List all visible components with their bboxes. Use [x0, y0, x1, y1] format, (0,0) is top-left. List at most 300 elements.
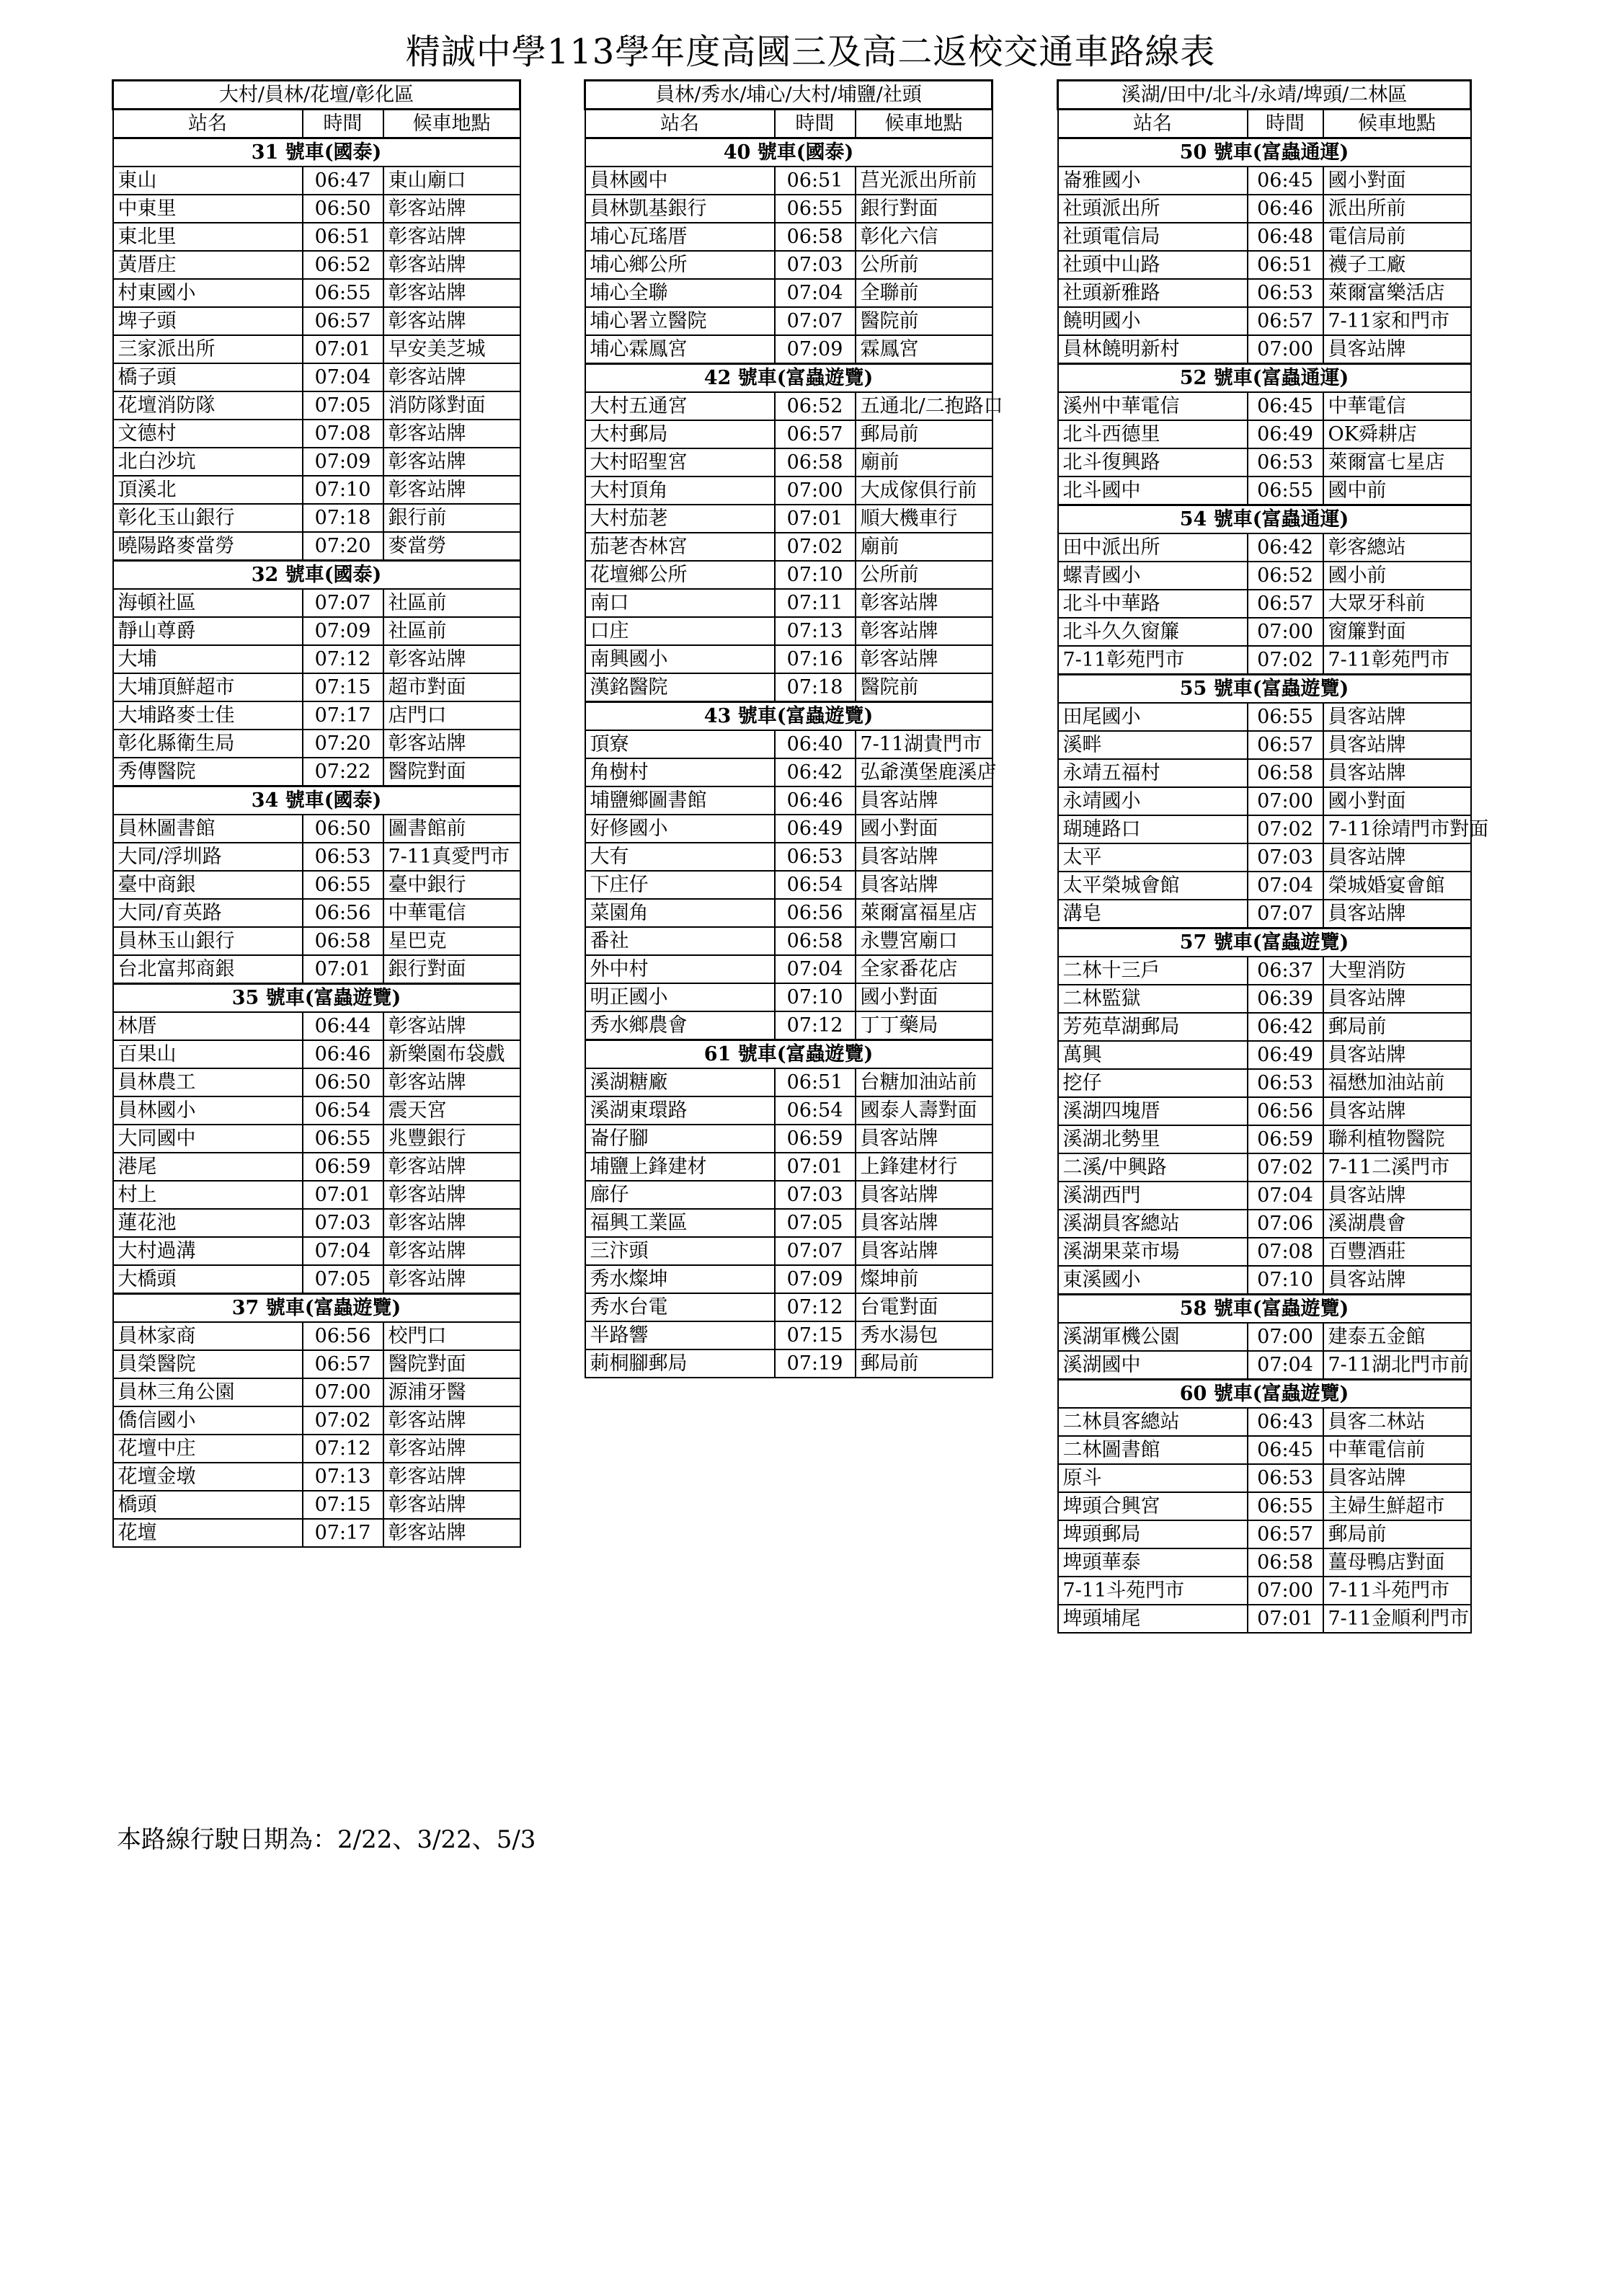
stop-time: 07:20	[303, 730, 383, 758]
bus-title: 61 號車(富蟲遊覽)	[585, 1040, 992, 1069]
bus-title: 40 號車(國泰)	[585, 138, 992, 167]
bus-header-row	[113, 138, 520, 167]
stop-name: 社頭中山路	[1058, 251, 1248, 279]
stop-name: 溪湖四塊厝	[1058, 1097, 1248, 1125]
stop-row	[1058, 1097, 1471, 1125]
stop-row	[1058, 562, 1471, 590]
stop-name: 北斗中華路	[1058, 590, 1248, 618]
stop-name: 挖仔	[1058, 1069, 1248, 1097]
stop-name: 大村五通宮	[585, 392, 775, 420]
pickup-place: 消防隊對面	[383, 391, 520, 420]
pickup-place: 7-11二溪門市	[1323, 1153, 1471, 1182]
stop-name: 三家派出所	[113, 335, 303, 363]
stop-name: 員林三角公園	[113, 1378, 303, 1406]
stop-row	[1058, 1577, 1471, 1605]
stop-name: 溪州中華電信	[1058, 392, 1248, 420]
stop-time: 06:57	[1248, 731, 1323, 759]
stop-time: 06:46	[775, 786, 856, 815]
stop-time: 07:01	[303, 335, 383, 363]
stop-time: 06:53	[1248, 1464, 1323, 1492]
pickup-place: 7-11斗苑門市	[1323, 1577, 1471, 1605]
stop-time: 07:03	[1248, 843, 1323, 872]
route-column-1	[112, 79, 521, 1548]
stop-row	[113, 1378, 520, 1406]
stop-row	[585, 1011, 992, 1040]
stop-name: 花壇	[113, 1519, 303, 1547]
stop-time: 07:03	[303, 1209, 383, 1237]
pickup-place: 彰客站牌	[383, 730, 520, 758]
stop-time: 07:00	[303, 1378, 383, 1406]
stop-time: 07:08	[303, 420, 383, 448]
header-pickup-place: 候車地點	[383, 110, 520, 138]
stop-row	[113, 617, 520, 645]
stop-row	[585, 223, 992, 251]
stop-time: 07:09	[303, 617, 383, 645]
stop-time: 06:53	[1248, 1069, 1323, 1097]
stop-row	[585, 927, 992, 955]
pickup-place: 彰客站牌	[383, 279, 520, 307]
stop-time: 07:07	[1248, 900, 1323, 928]
stop-time: 07:18	[303, 504, 383, 532]
pickup-place: 員客站牌	[1323, 759, 1471, 787]
stop-time: 07:17	[303, 701, 383, 730]
stop-time: 07:12	[303, 1435, 383, 1463]
stop-row	[1058, 448, 1471, 477]
page-title: 精誠中學113學年度高國三及高二返校交通車路線表	[405, 32, 1216, 72]
stop-name: 頂寮	[585, 730, 775, 758]
stop-time: 06:52	[1248, 562, 1323, 590]
stop-time: 06:50	[303, 815, 383, 843]
stop-row	[585, 1293, 992, 1321]
stop-name: 黃厝庄	[113, 251, 303, 279]
pickup-place: 銀行前	[383, 504, 520, 532]
pickup-place: 員客站牌	[1323, 900, 1471, 928]
pickup-place: 彰客站牌	[383, 1519, 520, 1547]
stop-time: 07:09	[775, 335, 856, 364]
pickup-place: 員客站牌	[856, 871, 992, 899]
bus-title: 57 號車(富蟲遊覽)	[1058, 928, 1471, 957]
stop-time: 07:12	[775, 1011, 856, 1040]
stop-name: 崙仔腳	[585, 1125, 775, 1153]
pickup-place: 弘爺漢堡鹿溪店	[856, 758, 992, 786]
pickup-place: 中華電信	[383, 899, 520, 927]
stop-row	[1058, 1041, 1471, 1069]
stop-time: 06:57	[303, 307, 383, 335]
pickup-place: 彰客站牌	[383, 251, 520, 279]
stop-time: 06:57	[1248, 590, 1323, 618]
pickup-place: 公所前	[856, 561, 992, 589]
stop-time: 07:17	[303, 1519, 383, 1547]
stop-time: 07:05	[303, 1265, 383, 1294]
stop-name: 大橋頭	[113, 1265, 303, 1294]
stop-time: 06:42	[775, 758, 856, 786]
stop-row	[1058, 872, 1471, 900]
stop-time: 07:00	[1248, 335, 1323, 364]
pickup-place: 7-11湖北門市前	[1323, 1351, 1471, 1380]
stop-row	[585, 335, 992, 364]
stop-row	[113, 673, 520, 701]
stop-name: 秀水鄉農會	[585, 1011, 775, 1040]
stop-name: 崙雅國小	[1058, 167, 1248, 195]
stop-row	[1058, 787, 1471, 815]
pickup-place: 莒光派出所前	[856, 167, 992, 195]
stop-name: 埤頭埔尾	[1058, 1605, 1248, 1633]
stop-time: 07:22	[303, 758, 383, 786]
stop-name: 社頭派出所	[1058, 195, 1248, 223]
pickup-place: 臺中銀行	[383, 871, 520, 899]
stop-row	[113, 871, 520, 899]
stop-row	[585, 505, 992, 533]
stop-row	[113, 1209, 520, 1237]
pickup-place: 彰客站牌	[383, 1406, 520, 1435]
stop-name: 埔鹽上鋒建材	[585, 1153, 775, 1181]
stop-name: 埔心署立醫院	[585, 307, 775, 335]
stop-row	[585, 955, 992, 983]
column-header-row	[585, 110, 992, 138]
pickup-place: 公所前	[856, 251, 992, 279]
stop-name: 二林監獄	[1058, 985, 1248, 1013]
stop-time: 07:00	[1248, 1577, 1323, 1605]
stop-row	[1058, 985, 1471, 1013]
stop-row	[585, 758, 992, 786]
stop-name: 半路響	[585, 1321, 775, 1349]
stop-time: 07:04	[775, 279, 856, 307]
bus-header-row	[113, 1294, 520, 1323]
stop-time: 07:13	[775, 617, 856, 645]
stop-name: 北斗國中	[1058, 477, 1248, 505]
pickup-place: 彰客站牌	[383, 363, 520, 391]
stop-time: 06:45	[1248, 1436, 1323, 1464]
bus-title: 52 號車(富蟲通運)	[1058, 364, 1471, 393]
stop-time: 07:04	[1248, 872, 1323, 900]
pickup-place: 燦坤前	[856, 1265, 992, 1293]
pickup-place: 廟前	[856, 533, 992, 561]
stop-name: 溪湖糖廠	[585, 1068, 775, 1096]
stop-time: 07:00	[775, 477, 856, 505]
stop-row	[585, 815, 992, 843]
pickup-place: 星巴克	[383, 927, 520, 955]
stop-time: 06:46	[1248, 195, 1323, 223]
stop-name: 廍仔	[585, 1181, 775, 1209]
stop-name: 僑信國小	[113, 1406, 303, 1435]
region-header-row	[113, 81, 520, 110]
bus-title: 34 號車(國泰)	[113, 786, 520, 815]
pickup-place: 大成傢俱行前	[856, 477, 992, 505]
region-title: 員林/秀水/埔心/大村/埔鹽/社頭	[585, 81, 992, 110]
pickup-place: 國泰人壽對面	[856, 1096, 992, 1125]
stop-time: 07:01	[303, 955, 383, 984]
stop-name: 村上	[113, 1181, 303, 1209]
stop-row	[585, 251, 992, 279]
stop-row	[113, 391, 520, 420]
stop-time: 06:50	[303, 1068, 383, 1096]
pickup-place: 建泰五金館	[1323, 1323, 1471, 1351]
stop-time: 07:00	[1248, 1323, 1323, 1351]
stop-row	[1058, 1069, 1471, 1097]
stop-name: 大村過溝	[113, 1237, 303, 1265]
stop-time: 06:37	[1248, 957, 1323, 985]
stop-row	[585, 279, 992, 307]
stop-time: 06:58	[1248, 1548, 1323, 1577]
pickup-place: 彰客站牌	[383, 1265, 520, 1294]
stop-name: 員榮醫院	[113, 1350, 303, 1378]
stop-name: 福興工業區	[585, 1209, 775, 1237]
pickup-place: 電信局前	[1323, 223, 1471, 251]
stop-time: 07:10	[775, 561, 856, 589]
stop-name: 大有	[585, 843, 775, 871]
stop-name: 員林國中	[585, 167, 775, 195]
stop-time: 06:53	[775, 843, 856, 871]
stop-time: 06:54	[775, 871, 856, 899]
stop-row	[585, 1181, 992, 1209]
bus-header-row	[585, 702, 992, 731]
pickup-place: 永豐宮廟口	[856, 927, 992, 955]
pickup-place: 郵局前	[856, 1349, 992, 1378]
stop-time: 06:46	[303, 1040, 383, 1068]
pickup-place: 國中前	[1323, 477, 1471, 505]
stop-time: 07:09	[303, 448, 383, 476]
stop-name: 大村昭聖宮	[585, 448, 775, 477]
stop-row	[1058, 533, 1471, 562]
stop-time: 06:55	[1248, 703, 1323, 731]
stop-time: 06:57	[1248, 1520, 1323, 1548]
pickup-place: 彰客站牌	[383, 1012, 520, 1040]
stop-time: 06:59	[775, 1125, 856, 1153]
stop-time: 06:57	[1248, 307, 1323, 335]
stop-row	[585, 871, 992, 899]
pickup-place: OK舜耕店	[1323, 420, 1471, 448]
stop-name: 文德村	[113, 420, 303, 448]
pickup-place: 國小對面	[1323, 787, 1471, 815]
pickup-place: 聯利植物醫院	[1323, 1125, 1471, 1153]
stop-row	[1058, 703, 1471, 731]
bus-title: 50 號車(富蟲通運)	[1058, 138, 1471, 167]
stop-time: 07:04	[303, 363, 383, 391]
stop-time: 07:04	[775, 955, 856, 983]
stop-row	[1058, 1492, 1471, 1520]
stop-time: 07:01	[1248, 1605, 1323, 1633]
stop-name: 原斗	[1058, 1464, 1248, 1492]
pickup-place: 員客站牌	[1323, 1266, 1471, 1295]
bus-title: 43 號車(富蟲遊覽)	[585, 702, 992, 731]
bus-header-row	[585, 364, 992, 393]
stop-row	[1058, 167, 1471, 195]
stop-name: 永靖五福村	[1058, 759, 1248, 787]
stop-row	[585, 645, 992, 673]
pickup-place: 員客站牌	[1323, 731, 1471, 759]
stop-name: 埔心霖鳳宮	[585, 335, 775, 364]
stop-name: 溪湖西門	[1058, 1182, 1248, 1210]
stop-row	[1058, 307, 1471, 335]
stop-time: 07:12	[303, 645, 383, 673]
route-table	[584, 79, 1003, 1378]
stop-row	[113, 223, 520, 251]
stop-row	[1058, 957, 1471, 985]
route-column-2	[584, 79, 1003, 1378]
stop-row	[1058, 646, 1471, 675]
stop-time: 06:48	[1248, 223, 1323, 251]
pickup-place: 醫院前	[856, 673, 992, 702]
stop-row	[113, 645, 520, 673]
stop-time: 06:40	[775, 730, 856, 758]
region-title: 溪湖/田中/北斗/永靖/埤頭/二林區	[1058, 81, 1471, 110]
stop-time: 06:43	[1248, 1408, 1323, 1436]
stop-row	[585, 1125, 992, 1153]
stop-time: 06:49	[1248, 420, 1323, 448]
stop-time: 07:10	[1248, 1266, 1323, 1295]
stop-row	[113, 843, 520, 871]
stop-time: 06:58	[775, 223, 856, 251]
stop-time: 06:51	[775, 1068, 856, 1096]
stop-time: 06:39	[1248, 985, 1323, 1013]
stop-name: 溪湖北勢里	[1058, 1125, 1248, 1153]
stop-time: 06:53	[303, 843, 383, 871]
pickup-place: 震天宮	[383, 1096, 520, 1125]
pickup-place: 東山廟口	[383, 167, 520, 195]
stop-time: 06:44	[303, 1012, 383, 1040]
pickup-place: 新樂園布袋戲	[383, 1040, 520, 1068]
stop-row	[1058, 900, 1471, 928]
pickup-place: 彰客站牌	[383, 420, 520, 448]
stop-row	[1058, 1238, 1471, 1266]
stop-row	[113, 899, 520, 927]
pickup-place: 彰客站牌	[383, 1068, 520, 1096]
stop-row	[1058, 1548, 1471, 1577]
stop-row	[585, 843, 992, 871]
stop-row	[113, 1012, 520, 1040]
stop-name: 東北里	[113, 223, 303, 251]
stop-name: 溪湖國中	[1058, 1351, 1248, 1380]
stop-time: 07:07	[775, 1237, 856, 1265]
bus-title: 42 號車(富蟲遊覽)	[585, 364, 992, 393]
pickup-place: 7-11彰苑門市	[1323, 646, 1471, 675]
stop-name: 明正國小	[585, 983, 775, 1011]
pickup-place: 廟前	[856, 448, 992, 477]
stop-time: 06:58	[775, 448, 856, 477]
stop-row	[585, 589, 992, 617]
stop-time: 06:56	[303, 899, 383, 927]
pickup-place: 國小對面	[1323, 167, 1471, 195]
pickup-place: 彰客站牌	[383, 476, 520, 504]
pickup-place: 彰客站牌	[383, 1181, 520, 1209]
stop-row	[1058, 1520, 1471, 1548]
stop-name: 埤頭華泰	[1058, 1548, 1248, 1577]
stop-row	[113, 815, 520, 843]
stop-name: 溝皂	[1058, 900, 1248, 928]
stop-time: 07:04	[1248, 1182, 1323, 1210]
stop-name: 7-11彰苑門市	[1058, 646, 1248, 675]
stop-name: 瑚璉路口	[1058, 815, 1248, 843]
stop-time: 06:52	[775, 392, 856, 420]
stop-time: 07:07	[303, 589, 383, 617]
stop-name: 田中派出所	[1058, 533, 1248, 562]
stop-time: 06:49	[1248, 1041, 1323, 1069]
stop-name: 員林家商	[113, 1322, 303, 1350]
stop-row	[1058, 731, 1471, 759]
bus-title: 54 號車(富蟲通運)	[1058, 505, 1471, 534]
stop-row	[585, 1153, 992, 1181]
stop-row	[1058, 618, 1471, 646]
pickup-place: 醫院對面	[383, 758, 520, 786]
pickup-place: 彰化六信	[856, 223, 992, 251]
stop-time: 06:55	[303, 1125, 383, 1153]
stop-name: 二林圖書館	[1058, 1436, 1248, 1464]
stop-time: 07:00	[1248, 618, 1323, 646]
stop-time: 07:01	[303, 1181, 383, 1209]
stop-row	[585, 983, 992, 1011]
stop-row	[1058, 843, 1471, 872]
stop-row	[1058, 195, 1471, 223]
stop-time: 07:04	[1248, 1351, 1323, 1380]
stop-name: 溪湖果菜市場	[1058, 1238, 1248, 1266]
stop-name: 東溪國小	[1058, 1266, 1248, 1295]
stop-row	[1058, 1266, 1471, 1295]
pickup-place: 員客站牌	[1323, 703, 1471, 731]
stop-name: 中東里	[113, 195, 303, 223]
pickup-place: 全聯前	[856, 279, 992, 307]
pickup-place: 彰客站牌	[383, 1463, 520, 1491]
stop-row	[585, 448, 992, 477]
stop-time: 06:51	[775, 167, 856, 195]
stop-time: 06:58	[303, 927, 383, 955]
stop-row	[585, 1237, 992, 1265]
stop-row	[113, 504, 520, 532]
stop-row	[113, 701, 520, 730]
pickup-place: 主婦生鮮超市	[1323, 1492, 1471, 1520]
header-stop-name: 站名	[113, 110, 303, 138]
stop-row	[113, 1491, 520, 1519]
pickup-place: 襪子工廠	[1323, 251, 1471, 279]
stop-row	[113, 955, 520, 984]
stop-name: 大村郵局	[585, 420, 775, 448]
pickup-place: 醫院對面	[383, 1350, 520, 1378]
pickup-place: 百豐酒莊	[1323, 1238, 1471, 1266]
stop-row	[113, 927, 520, 955]
pickup-place: 台糖加油站前	[856, 1068, 992, 1096]
stop-name: 花壇鄉公所	[585, 561, 775, 589]
stop-row	[1058, 251, 1471, 279]
pickup-place: 銀行對面	[383, 955, 520, 984]
pickup-place: 國小對面	[856, 983, 992, 1011]
stop-row	[585, 1321, 992, 1349]
stop-name: 埔心瓦瑤厝	[585, 223, 775, 251]
stop-name: 萬興	[1058, 1041, 1248, 1069]
pickup-place: 社區前	[383, 589, 520, 617]
stop-name: 靜山尊爵	[113, 617, 303, 645]
stop-row	[1058, 420, 1471, 448]
pickup-place: 員客站牌	[856, 1125, 992, 1153]
pickup-place: 員客站牌	[1323, 985, 1471, 1013]
pickup-place: 國小對面	[856, 815, 992, 843]
stop-row	[113, 335, 520, 363]
stop-row	[113, 307, 520, 335]
stop-time: 07:02	[303, 1406, 383, 1435]
stop-name: 東山	[113, 167, 303, 195]
pickup-place: 派出所前	[1323, 195, 1471, 223]
stop-time: 06:56	[303, 1322, 383, 1350]
stop-name: 下庄仔	[585, 871, 775, 899]
pickup-place: 窗簾對面	[1323, 618, 1471, 646]
pickup-place: 大聖消防	[1323, 957, 1471, 985]
stop-row	[585, 1209, 992, 1237]
pickup-place: 店門口	[383, 701, 520, 730]
pickup-place: 麥當勞	[383, 532, 520, 561]
stop-time: 07:15	[303, 1491, 383, 1519]
bus-title: 55 號車(富蟲遊覽)	[1058, 675, 1471, 704]
stop-row	[1058, 815, 1471, 843]
stop-time: 06:56	[775, 899, 856, 927]
stop-row	[1058, 1605, 1471, 1633]
